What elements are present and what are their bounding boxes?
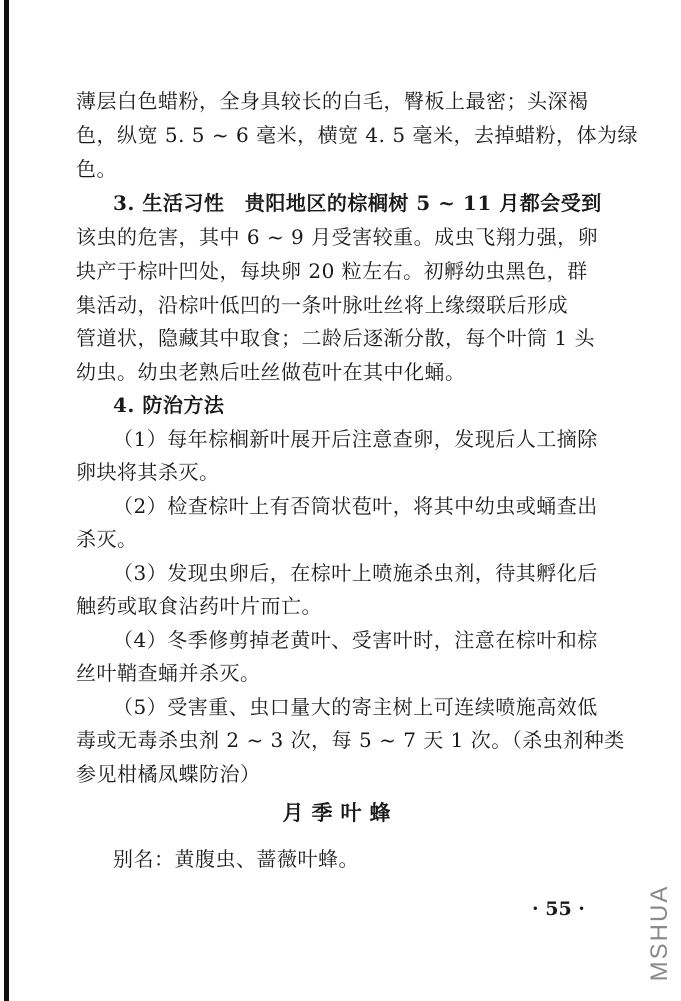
method-2-line-1: （2）检查棕叶上有否筒状苞叶，将其中幼虫或蛹查出 xyxy=(113,494,598,518)
text-line-2: 色，纵宽 5. 5 ~ 6 毫米，横宽 4. 5 毫米，去掉蜡粉，体为绿 xyxy=(76,123,638,147)
section-4-heading: 4. 防治方法 xyxy=(113,393,225,417)
text-line-3: 色。 xyxy=(76,157,117,181)
method-5-line-2: 毒或无毒杀虫剂 2 ~ 3 次，每 5 ~ 7 天 1 次。（杀虫剂种类 xyxy=(76,728,625,752)
text-line-9: 幼虫。幼虫老熟后吐丝做苞叶在其中化蛹。 xyxy=(76,360,466,384)
watermark xyxy=(645,880,675,985)
watermark-text: MSHUA xyxy=(646,884,673,981)
text-line-5: 该虫的危害，其中 6 ~ 9 月受害较重。成虫飞翔力强，卵 xyxy=(76,225,599,249)
method-4-line-2: 丝叶鞘查蛹并杀灭。 xyxy=(76,661,261,685)
text-line-7: 集活动，沿棕叶低凹的一条叶脉吐丝将上缘缀联后形成 xyxy=(76,293,568,317)
method-5-line-1: （5）受害重、虫口量大的寄主树上可连续喷施高效低 xyxy=(113,695,598,719)
method-1-line-1: （1）每年棕榈新叶展开后注意查卵，发现后人工摘除 xyxy=(113,427,598,451)
page-number: · 55 · xyxy=(532,898,585,920)
method-2-line-2: 杀灭。 xyxy=(76,527,138,551)
section-3-heading-line xyxy=(113,189,616,217)
alias-line: 别名：黄腹虫、蔷薇叶蜂。 xyxy=(113,847,359,871)
text-line-6: 块产于棕叶凹处，每块卵 20 粒左右。初孵幼虫黑色，群 xyxy=(76,259,588,283)
method-1-line-2: 卵块将其杀灭。 xyxy=(76,460,220,484)
text-line-8: 管道状，隐藏其中取食；二龄后逐渐分散，每个叶筒 1 头 xyxy=(76,326,595,350)
section-3-heading: 3. 生活习性 贵阳地区的棕榈树 5 ~ 11 月都会受到 xyxy=(113,191,602,215)
method-5-line-3: 参见柑橘凤蝶防治） xyxy=(76,762,261,786)
section-title: 月季叶蜂 xyxy=(282,800,399,825)
method-3-line-1: （3）发现虫卵后，在棕叶上喷施杀虫剂，待其孵化后 xyxy=(113,561,598,585)
text-line-1: 薄层白色蜡粉，全身具较长的白毛，臀板上最密；头深褐 xyxy=(76,89,589,113)
method-4-line-1: （4）冬季修剪掉老黄叶、受害叶时，注意在棕叶和棕 xyxy=(113,628,598,652)
method-3-line-2: 触药或取食沾药叶片而亡。 xyxy=(76,594,322,618)
